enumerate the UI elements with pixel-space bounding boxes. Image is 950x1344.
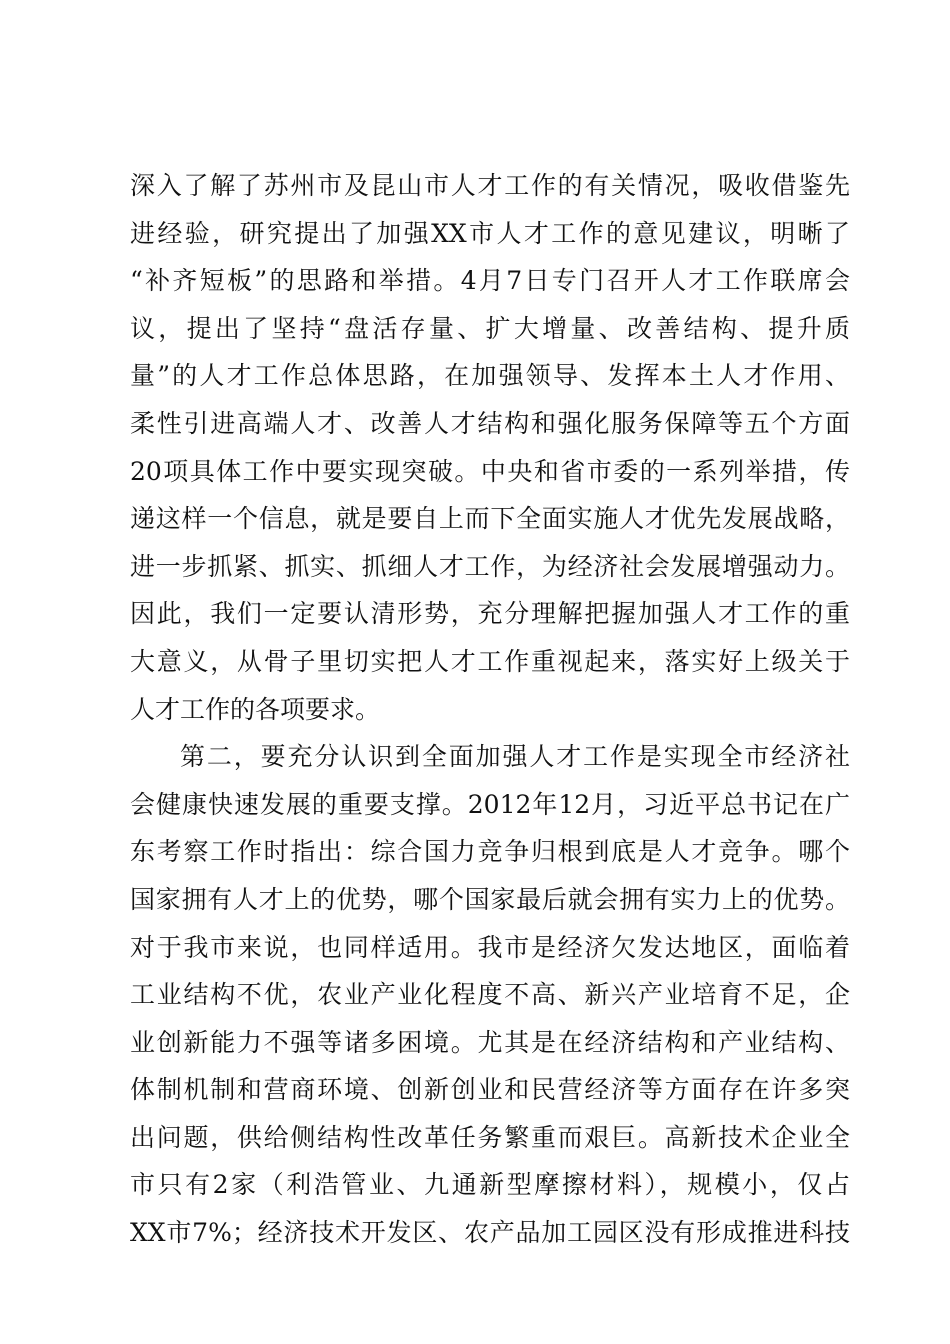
text-line: 进一步抓紧、抓实、抓细人才工作，为经济社会发展增强动力。: [130, 551, 850, 581]
text-line: 递这样一个信息，就是要自上而下全面实施人才优先发展战略，: [130, 504, 850, 534]
text-line: 会健康快速发展的重要支撑。2012年12月，习近平总书记在广: [130, 789, 850, 819]
text-line: 出问题，供给侧结构性改革任务繁重而艰巨。高新技术企业全: [130, 1122, 850, 1152]
text-line: 量”的人才工作总体思路，在加强领导、发挥本土人才作用、: [130, 361, 850, 391]
text-line: 市只有2家（利浩管业、九通新型摩擦材料），规模小，仅占: [130, 1170, 850, 1200]
text-line: 大意义，从骨子里切实把人才工作重视起来，落实好上级关于: [130, 646, 850, 676]
text-line: 东考察工作时指出：综合国力竞争归根到底是人才竞争。哪个: [130, 837, 850, 867]
text-line: 进经验，研究提出了加强XX市人才工作的意见建议，明晰了: [130, 218, 850, 248]
text-line: 国家拥有人才上的优势，哪个国家最后就会拥有实力上的优势。: [130, 884, 850, 914]
paragraph-end-line: 人才工作的各项要求。: [130, 694, 381, 724]
text-line: 因此，我们一定要认清形势，充分理解把握加强人才工作的重: [130, 599, 850, 629]
text-line: 业创新能力不强等诸多困境。尤其是在经济结构和产业结构、: [130, 1027, 850, 1057]
body-text: [130, 162, 850, 1257]
text-line: 议，提出了坚持“盘活存量、扩大增量、改善结构、提升质: [130, 313, 850, 343]
text-line: 对于我市来说，也同样适用。我市是经济欠发达地区，面临着: [130, 932, 850, 962]
text-line: 工业结构不优，农业产业化程度不高、新兴产业培育不足，企: [130, 980, 850, 1010]
text-line: 20项具体工作中要实现突破。中央和省市委的一系列举措，传: [130, 456, 850, 486]
text-line: 体制机制和营商环境、创新创业和民营经济等方面存在许多突: [130, 1075, 850, 1105]
text-line: XX市7%；经济技术开发区、农产品加工园区没有形成推进科技: [130, 1218, 850, 1248]
paragraph-start-line: 第二，要充分认识到全面加强人才工作是实现全市经济社: [180, 742, 850, 772]
text-line: “补齐短板”的思路和举措。4月7日专门召开人才工作联席会: [130, 266, 850, 296]
text-line: 柔性引进高端人才、改善人才结构和强化服务保障等五个方面: [130, 408, 850, 438]
text-line: 深入了解了苏州市及昆山市人才工作的有关情况，吸收借鉴先: [130, 171, 850, 200]
